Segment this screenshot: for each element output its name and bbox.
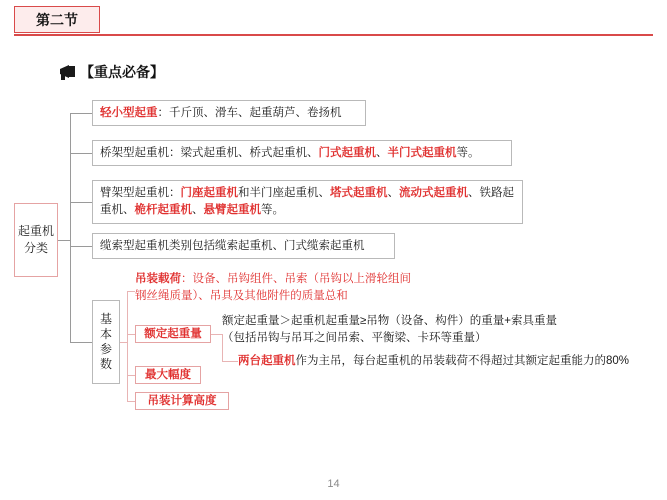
node-load-title: 吊装载荷 xyxy=(135,273,181,285)
bullhorn-icon xyxy=(58,64,78,81)
node-arm-part4: 塔式起重机 xyxy=(330,187,388,199)
node-max-radius xyxy=(135,366,201,384)
node-rated-capacity xyxy=(135,325,211,343)
page-number: 14 xyxy=(327,478,340,490)
node-height-label: 吊装计算高度 xyxy=(147,394,217,407)
connector-to-arm xyxy=(70,202,92,203)
connector-root-out xyxy=(58,240,70,241)
header-divider xyxy=(14,34,653,36)
node-hoisting-load xyxy=(135,271,565,311)
node-load-line1: ：设备、吊钩组件、吊索（吊钩以上滑轮组间 xyxy=(181,273,411,285)
connector-rated-desc xyxy=(211,334,222,335)
node-arm-part5: 、 xyxy=(387,187,399,199)
node-bridge-title: 桥架型起重机 xyxy=(100,146,169,159)
node-two-cranes-rule xyxy=(238,352,654,370)
node-basic-parameters xyxy=(92,300,120,384)
key-points-heading xyxy=(58,62,164,82)
node-rated-desc-line1: 额定起重量＞起重机起重量≥吊物（设备、构件）的重量+索具重量 xyxy=(222,315,558,327)
node-arm-line2c: 、 xyxy=(192,204,204,216)
key-points-label: 【重点必备】 xyxy=(80,64,164,80)
node-arm-part1: ： xyxy=(169,187,181,199)
connector-to-rated xyxy=(127,334,135,335)
connector-basic-trunk xyxy=(127,291,128,401)
node-span-label: 最大幅度 xyxy=(145,368,191,381)
node-cable-text: 缆索型起重机类别包括缆索起重机、门式缆索起重机 xyxy=(100,239,365,252)
node-light-title: 轻小型起重 xyxy=(100,106,158,119)
connector-trunk-lower xyxy=(70,246,71,342)
node-arm-line2b: 桅杆起重机 xyxy=(134,204,192,216)
node-arm-part6: 流动式起重机 xyxy=(399,187,468,199)
node-cable-crane xyxy=(92,233,395,259)
node-light-crane xyxy=(92,100,366,126)
connector-basic-out xyxy=(120,342,127,343)
section-tab: 第二节 xyxy=(14,6,100,33)
node-two-cranes-part1: 两台起重机 xyxy=(238,354,296,367)
node-arm-line2a: 机、 xyxy=(111,204,135,216)
connector-to-cable xyxy=(70,246,92,247)
node-rated-desc-line2: （包括吊钩与吊耳之间吊索、平衡梁、卡环等重量） xyxy=(222,332,487,344)
connector-to-light xyxy=(70,113,92,114)
connector-to-bridge xyxy=(70,153,92,154)
node-root xyxy=(14,203,58,277)
node-calculated-height xyxy=(135,392,229,410)
node-arm-line2d: 悬臂起重机 xyxy=(203,204,261,216)
connector-to-height xyxy=(127,401,135,402)
node-bridge-part5: 等。 xyxy=(456,146,480,159)
node-arm-title: 臂架型起重机 xyxy=(100,187,169,199)
node-load-line2: 钢丝绳质量）、吊具及其他附件的质量总和 xyxy=(135,290,348,302)
node-arm-part3: 和半门座起重机、 xyxy=(238,187,330,199)
connector-two-cranes xyxy=(222,361,238,362)
node-light-body: ：千斤顶、滑车、起重葫芦、卷扬机 xyxy=(157,106,342,119)
node-bridge-crane xyxy=(92,140,512,166)
node-arm-crane xyxy=(92,180,523,224)
connector-to-load xyxy=(127,291,135,292)
connector-to-basic xyxy=(70,342,92,343)
connector-trunk-main xyxy=(70,113,71,246)
node-rated-capacity-desc xyxy=(222,313,565,353)
node-bridge-part1: ：梁式起重机、桥式起重机、 xyxy=(169,146,319,159)
node-arm-line2e: 等。 xyxy=(261,204,284,216)
node-rated-label: 额定起重量 xyxy=(144,327,202,340)
node-bridge-part4: 半门式起重机 xyxy=(387,146,457,159)
node-arm-part2: 门座起重机 xyxy=(180,187,238,199)
node-arm-part7: 、铁路起重 xyxy=(100,187,514,216)
node-bridge-part3: 、 xyxy=(376,146,388,159)
node-basic-label: 基本参数 xyxy=(99,312,112,371)
node-two-cranes-part2: 作为主吊，每台起重机的吊装载荷不得超过其额定起重能力的80% xyxy=(295,354,630,367)
node-root-label: 起重机分类 xyxy=(17,224,54,255)
node-bridge-part2: 门式起重机 xyxy=(318,146,376,159)
connector-to-span xyxy=(127,375,135,376)
